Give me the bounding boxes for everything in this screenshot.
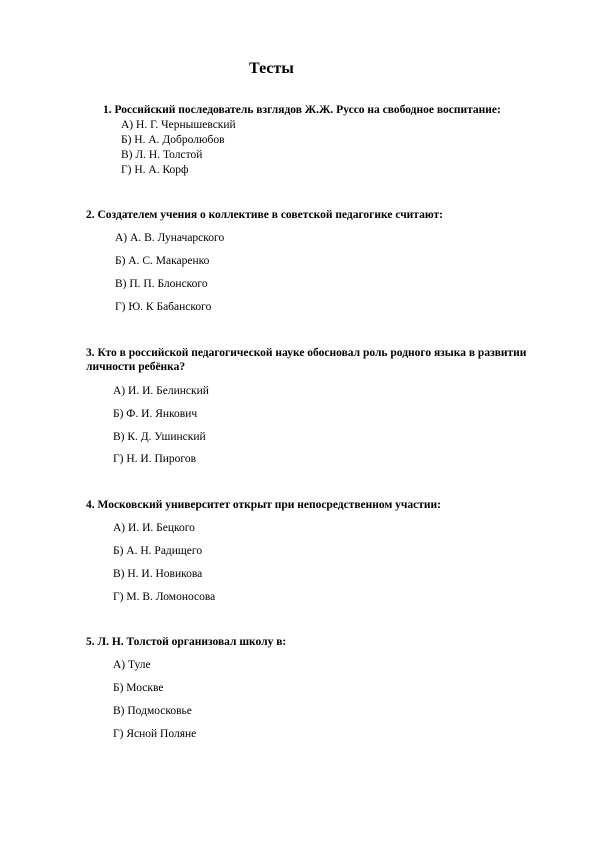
question-4-option-c: В) Н. И. Новикова — [113, 568, 203, 580]
question-5-option-b: Б) Москве — [113, 682, 164, 694]
question-1-option-b: Б) Н. А. Добролюбов — [121, 134, 225, 146]
question-5-text: 5. Л. Н. Толстой организовал школу в: — [86, 636, 287, 648]
question-2-option-c: В) П. П. Блонского — [115, 278, 208, 290]
question-5-option-c: В) Подмосковье — [113, 705, 192, 717]
page-title: Тесты — [249, 60, 294, 77]
question-1-option-c: В) Л. Н. Толстой — [121, 149, 203, 161]
question-2-text: 2. Создателем учения о коллективе в советской педагогике считают: — [86, 209, 443, 221]
question-3-text: 3. Кто в российской педагогической науке обосновал роль родного языка в развитии личности ребёнка? — [86, 347, 527, 373]
question-1-text: 1. Российский последователь взглядов Ж.Ж. Руссо на свободное воспитание: — [103, 104, 501, 116]
question-1-option-a: А) Н. Г. Чернышевский — [121, 119, 236, 131]
question-1-option-d: Г) Н. А. Корф — [121, 164, 189, 176]
question-2-option-b: Б) А. С. Макаренко — [115, 255, 210, 267]
question-2-option-a: А) А. В. Луначарского — [115, 232, 225, 244]
question-3-option-c: В) К. Д. Ушинский — [113, 431, 206, 443]
question-5-option-a: А) Туле — [113, 659, 151, 671]
question-3-option-d: Г) Н. И. Пирогов — [113, 453, 197, 465]
question-4-option-d: Г) М. В. Ломоносова — [113, 591, 216, 603]
question-3-option-b: Б) Ф. И. Янкович — [113, 408, 198, 420]
question-3-option-a: А) И. И. Белинский — [113, 385, 209, 397]
question-4-option-a: А) И. И. Бецкого — [113, 522, 195, 534]
question-4-text: 4. Московский университет открыт при непосредственном участии: — [86, 499, 441, 511]
question-2-option-d: Г) Ю. К Бабанского — [115, 301, 212, 313]
question-4-option-b: Б) А. Н. Радищего — [113, 545, 203, 557]
question-5-option-d: Г) Ясной Поляне — [113, 728, 197, 740]
